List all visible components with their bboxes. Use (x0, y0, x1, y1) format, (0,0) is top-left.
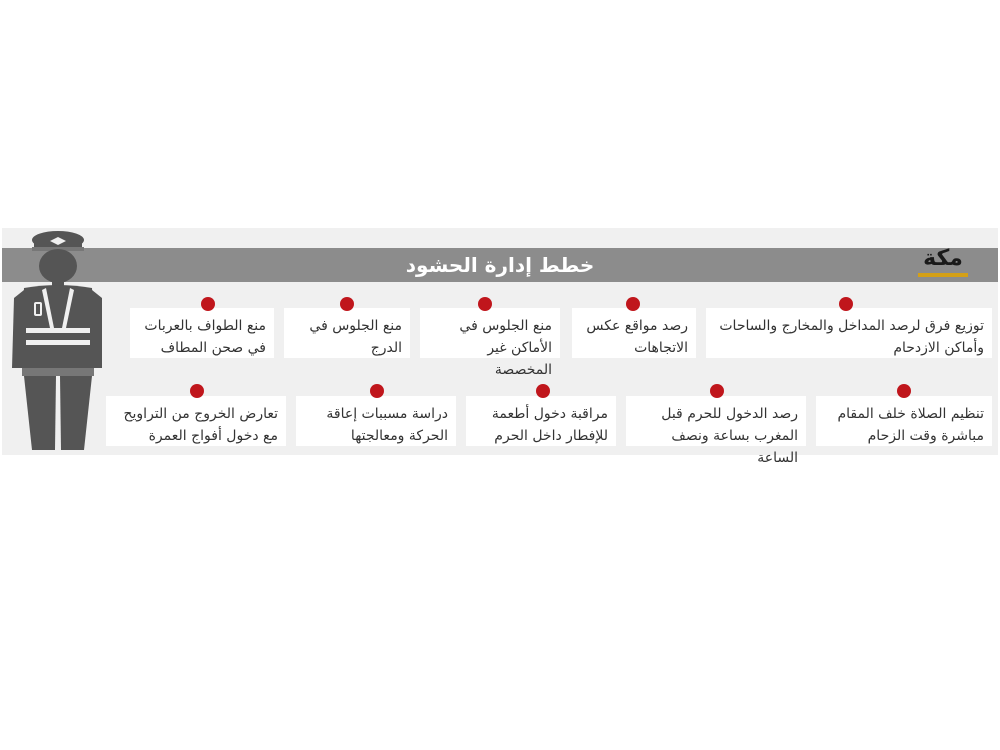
red-dot-icon (201, 297, 215, 311)
plan-item-text: رصد مواقع عكس الاتجاهات (586, 318, 688, 356)
plan-item-text: تنظيم الصلاة خلف المقام مباشرة وقت الزحام (837, 406, 984, 444)
plan-item-text: رصد الدخول للحرم قبل المغرب بساعة ونصف الساعة (661, 406, 798, 466)
plan-item-9 (296, 396, 456, 446)
plan-item-text: منع الجلوس في الدرج (309, 318, 402, 356)
plan-item-text: مراقبة دخول أطعمة للإفطار داخل الحرم (491, 406, 608, 444)
red-dot-icon (190, 384, 204, 398)
plan-item-8 (466, 396, 616, 446)
plan-item-4 (284, 308, 410, 358)
plan-item-text: منع الطواف بالعربات في صحن المطاف (144, 318, 266, 356)
red-dot-icon (710, 384, 724, 398)
plan-item-1 (706, 308, 992, 358)
plan-item-3 (420, 308, 560, 378)
red-dot-icon (340, 297, 354, 311)
header-title: خطط إدارة الحشود (405, 253, 595, 277)
red-dot-icon (536, 384, 550, 398)
plan-item-7 (626, 396, 806, 466)
red-dot-icon (839, 297, 853, 311)
header-bar (2, 248, 998, 282)
security-guard-icon (10, 228, 102, 453)
makkah-logo (914, 246, 972, 280)
plan-item-text: منع الجلوس في الأماكن غير المخصصة (459, 318, 552, 378)
plan-item-2 (572, 308, 696, 358)
plan-item-10 (106, 396, 286, 446)
red-dot-icon (897, 384, 911, 398)
red-dot-icon (478, 297, 492, 311)
logo-underline (918, 273, 968, 277)
plan-item-5 (130, 308, 274, 358)
plan-item-text: توزيع فرق لرصد المداخل والمخارج والساحات وأماكن الازدحام (719, 318, 984, 356)
plan-item-text: دراسة مسببات إعاقة الحركة ومعالجتها (326, 406, 448, 444)
red-dot-icon (626, 297, 640, 311)
plan-item-text: تعارض الخروج من التراويح مع دخول أفواج العمرة (123, 406, 278, 444)
plan-item-6 (816, 396, 992, 446)
logo-text: مكة (923, 246, 963, 271)
red-dot-icon (370, 384, 384, 398)
